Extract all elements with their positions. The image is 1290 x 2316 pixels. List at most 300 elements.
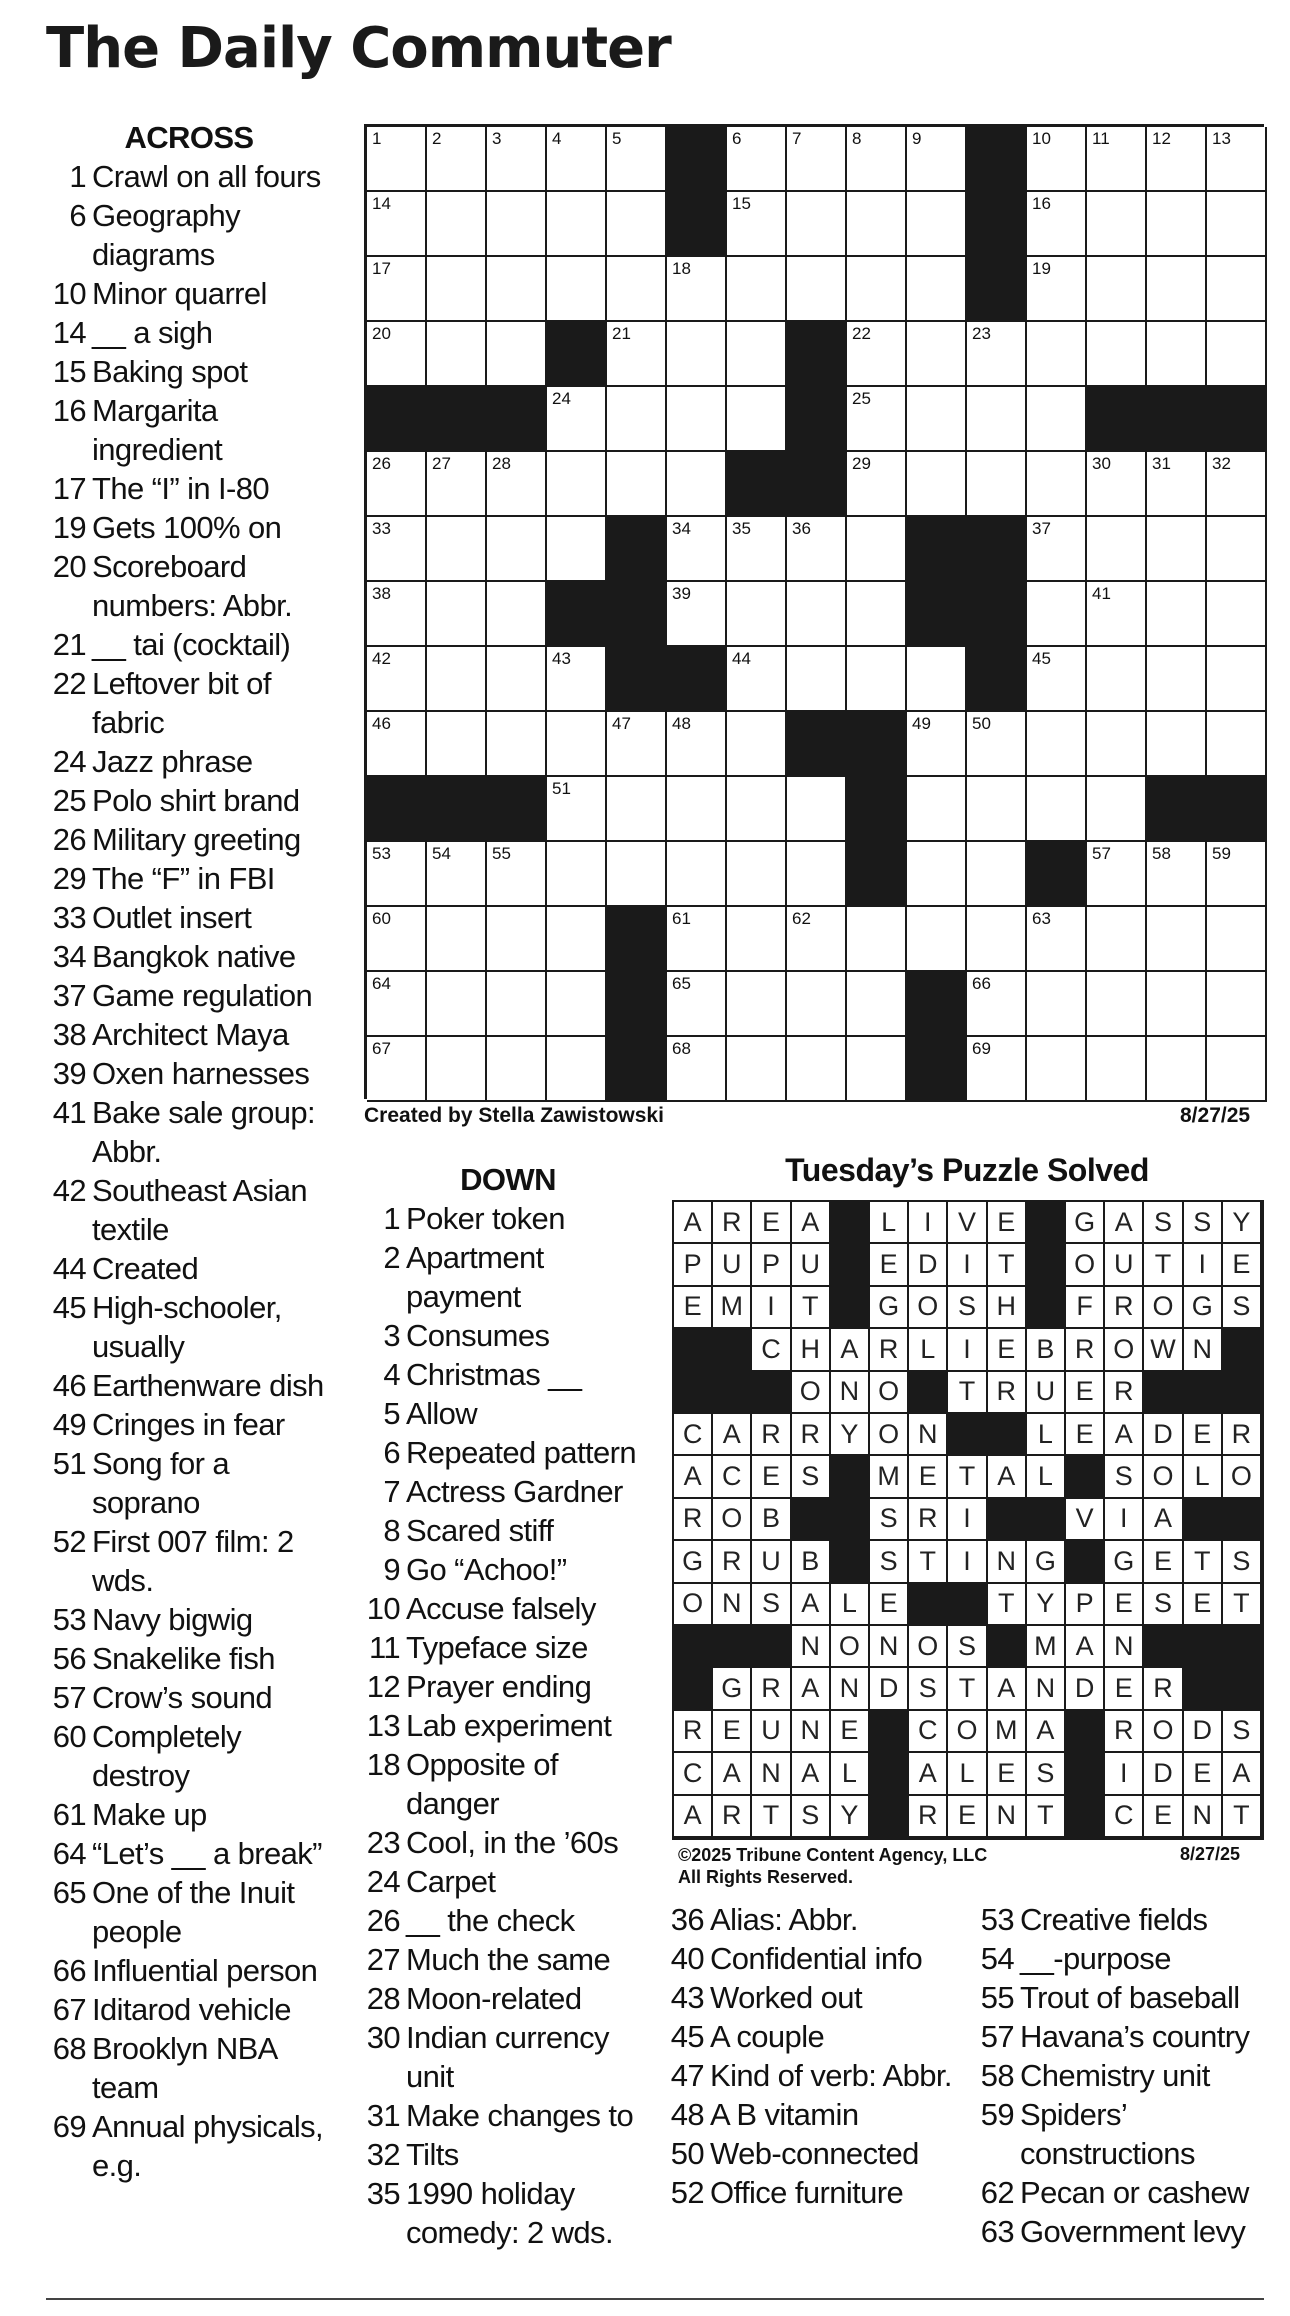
clue-text: Kind of verb: Abbr. — [710, 2058, 952, 2093]
grid-cell[interactable] — [1087, 257, 1147, 322]
grid-cell[interactable] — [967, 452, 1027, 517]
grid-cell[interactable] — [487, 712, 547, 777]
clue-text: Make changes to — [406, 2098, 634, 2133]
grid-cell[interactable] — [1027, 907, 1087, 972]
clue-item — [46, 1444, 332, 1522]
clue-item — [358, 1550, 658, 1589]
grid-cell[interactable] — [367, 257, 427, 322]
grid-cell[interactable] — [1027, 322, 1087, 387]
grid-cell[interactable] — [427, 1037, 487, 1102]
clue-text: A B vitamin — [710, 2097, 859, 2132]
grid-cell[interactable] — [547, 387, 607, 452]
solved-letter-cell: B — [752, 1499, 791, 1541]
clue-item — [46, 1522, 332, 1600]
grid-cell[interactable] — [607, 842, 667, 907]
grid-cell[interactable] — [787, 192, 847, 257]
grid-cell[interactable] — [847, 257, 907, 322]
grid-cell[interactable] — [487, 1037, 547, 1102]
cell-number: 3 — [492, 129, 502, 148]
grid-cell[interactable] — [487, 127, 547, 192]
grid-cell[interactable] — [367, 127, 427, 192]
grid-cell[interactable] — [787, 777, 847, 842]
grid-cell[interactable] — [367, 972, 427, 1037]
grid-cell[interactable] — [367, 322, 427, 387]
grid-cell[interactable] — [787, 972, 847, 1037]
grid-cell[interactable] — [967, 1037, 1027, 1102]
grid-cell[interactable] — [1147, 322, 1207, 387]
grid-cell[interactable] — [487, 907, 547, 972]
clue-number: 1 — [383, 1201, 400, 1236]
grid-cell[interactable] — [487, 582, 547, 647]
grid-cell[interactable] — [667, 582, 727, 647]
grid-cell[interactable] — [1147, 842, 1207, 907]
grid-cell[interactable] — [907, 322, 967, 387]
grid-cell[interactable] — [1087, 517, 1147, 582]
grid-cell[interactable] — [1207, 842, 1267, 907]
grid-cell[interactable] — [1027, 777, 1087, 842]
grid-cell[interactable] — [1207, 452, 1267, 517]
clue-item — [358, 1199, 658, 1238]
grid-cell[interactable] — [427, 192, 487, 257]
grid-cell[interactable] — [667, 712, 727, 777]
grid-cell[interactable] — [1207, 972, 1267, 1037]
grid-cell[interactable] — [427, 582, 487, 647]
grid-cell[interactable] — [727, 842, 787, 907]
grid-cell[interactable] — [427, 972, 487, 1037]
grid-cell[interactable] — [547, 517, 607, 582]
grid-cell[interactable] — [1027, 257, 1087, 322]
clue-text: Crow’s sound — [92, 1680, 273, 1715]
grid-cell[interactable] — [727, 712, 787, 777]
solved-black-square — [831, 1202, 870, 1244]
solved-black-square — [831, 1244, 870, 1286]
grid-cell[interactable] — [1207, 582, 1267, 647]
cell-number: 69 — [972, 1039, 991, 1058]
grid-cell[interactable] — [787, 842, 847, 907]
grid-cell[interactable] — [667, 842, 727, 907]
clue-number: 67 — [52, 1992, 86, 2027]
solved-letter-cell: S — [792, 1456, 831, 1498]
grid-cell[interactable] — [727, 387, 787, 452]
grid-cell[interactable] — [427, 842, 487, 907]
grid-cell[interactable] — [907, 777, 967, 842]
copyright-line-1: ©2025 Tribune Content Agency, LLC — [678, 1845, 988, 1865]
solved-letter-cell: O — [948, 1711, 987, 1753]
grid-cell[interactable] — [1027, 517, 1087, 582]
grid-cell[interactable] — [487, 647, 547, 712]
grid-cell[interactable] — [667, 907, 727, 972]
grid-cell[interactable] — [847, 387, 907, 452]
solved-letter-cell: I — [1184, 1244, 1223, 1286]
solved-letter-cell: B — [1027, 1329, 1066, 1371]
solved-letter-cell: R — [1066, 1329, 1105, 1371]
cell-number: 27 — [432, 454, 451, 473]
grid-cell[interactable] — [1207, 127, 1267, 192]
grid-cell[interactable] — [967, 972, 1027, 1037]
grid-cell[interactable] — [607, 452, 667, 517]
clue-item — [46, 937, 332, 976]
grid-cell[interactable] — [547, 647, 607, 712]
grid-cell[interactable] — [727, 517, 787, 582]
clue-item — [974, 2173, 1274, 2212]
grid-cell[interactable] — [847, 127, 907, 192]
grid-cell[interactable] — [427, 322, 487, 387]
grid-cell[interactable] — [367, 517, 427, 582]
grid-cell[interactable] — [427, 517, 487, 582]
grid-cell[interactable] — [667, 322, 727, 387]
grid-cell[interactable] — [967, 712, 1027, 777]
down-clue-list-c — [974, 1900, 1274, 2251]
solved-letter-cell: N — [909, 1414, 948, 1456]
clue-number: 54 — [980, 1941, 1014, 1976]
grid-cell[interactable] — [727, 192, 787, 257]
grid-cell[interactable] — [547, 712, 607, 777]
clue-number: 17 — [52, 471, 86, 506]
clue-text: One of the Inuit people — [92, 1875, 295, 1949]
grid-cell[interactable] — [1207, 517, 1267, 582]
clue-text: Creative fields — [1020, 1902, 1208, 1937]
grid-cell[interactable] — [1087, 452, 1147, 517]
grid-cell[interactable] — [667, 972, 727, 1037]
solved-letter-cell: N — [870, 1626, 909, 1668]
grid-cell[interactable] — [787, 582, 847, 647]
grid-cell[interactable] — [1147, 907, 1207, 972]
grid-black-square — [727, 452, 787, 517]
grid-cell[interactable] — [727, 972, 787, 1037]
solved-letter-cell: O — [1066, 1244, 1105, 1286]
grid-black-square — [367, 387, 427, 452]
grid-cell[interactable] — [487, 192, 547, 257]
solved-letter-cell: C — [674, 1753, 713, 1795]
clue-item — [46, 1288, 332, 1366]
clue-text: Much the same — [406, 1942, 611, 1977]
grid-cell[interactable] — [847, 582, 907, 647]
grid-cell[interactable] — [727, 1037, 787, 1102]
grid-cell[interactable] — [907, 647, 967, 712]
clue-item — [358, 1511, 658, 1550]
clue-number: 41 — [52, 1095, 86, 1130]
grid-cell[interactable] — [1207, 257, 1267, 322]
clue-number: 12 — [366, 1669, 400, 1704]
grid-cell[interactable] — [487, 257, 547, 322]
cell-number: 51 — [552, 779, 571, 798]
grid-cell[interactable] — [1087, 127, 1147, 192]
grid-cell[interactable] — [1207, 192, 1267, 257]
solved-letter-cell: L — [1027, 1456, 1066, 1498]
grid-black-square — [967, 647, 1027, 712]
solved-letter-cell: G — [713, 1668, 752, 1710]
solved-letter-cell: L — [1027, 1414, 1066, 1456]
solved-black-square — [1066, 1753, 1105, 1795]
solved-black-square — [831, 1499, 870, 1541]
cell-number: 47 — [612, 714, 631, 733]
grid-cell[interactable] — [667, 452, 727, 517]
grid-cell[interactable] — [1027, 647, 1087, 712]
grid-cell[interactable] — [1027, 127, 1087, 192]
grid-cell[interactable] — [1207, 322, 1267, 387]
grid-cell[interactable] — [427, 452, 487, 517]
grid-black-square — [487, 777, 547, 842]
cell-number: 1 — [372, 129, 382, 148]
clue-number: 10 — [52, 276, 86, 311]
clue-number: 69 — [52, 2109, 86, 2144]
grid-cell[interactable] — [547, 842, 607, 907]
grid-cell[interactable] — [847, 1037, 907, 1102]
grid-cell[interactable] — [1027, 192, 1087, 257]
solved-black-square — [713, 1329, 752, 1371]
cell-number: 2 — [432, 129, 442, 148]
cell-number: 54 — [432, 844, 451, 863]
grid-cell[interactable] — [967, 842, 1027, 907]
grid-cell[interactable] — [787, 127, 847, 192]
grid-cell[interactable] — [1207, 712, 1267, 777]
grid-cell[interactable] — [1147, 582, 1207, 647]
crossword-grid — [364, 124, 1264, 1099]
clue-number: 5 — [383, 1396, 400, 1431]
grid-cell[interactable] — [367, 452, 427, 517]
grid-cell[interactable] — [787, 907, 847, 972]
clue-text: Poker token — [406, 1201, 565, 1236]
solved-letter-cell: U — [713, 1244, 752, 1286]
solved-letter-cell: U — [752, 1711, 791, 1753]
solved-letter-cell: S — [1223, 1541, 1262, 1583]
clue-item — [358, 1628, 658, 1667]
grid-cell[interactable] — [1087, 582, 1147, 647]
grid-cell[interactable] — [1147, 972, 1207, 1037]
grid-cell[interactable] — [367, 582, 427, 647]
grid-cell[interactable] — [1147, 517, 1207, 582]
grid-cell[interactable] — [1147, 192, 1207, 257]
solved-letter-cell: N — [752, 1753, 791, 1795]
grid-cell[interactable] — [667, 517, 727, 582]
clue-text: __ the check — [406, 1903, 575, 1938]
clue-number: 1 — [69, 159, 86, 194]
clue-item — [358, 1355, 658, 1394]
grid-cell[interactable] — [547, 777, 607, 842]
grid-black-square — [547, 582, 607, 647]
solved-letter-cell: A — [1027, 1711, 1066, 1753]
grid-cell[interactable] — [607, 127, 667, 192]
grid-cell[interactable] — [487, 972, 547, 1037]
grid-cell[interactable] — [667, 257, 727, 322]
grid-cell[interactable] — [1027, 582, 1087, 647]
grid-cell[interactable] — [1207, 1037, 1267, 1102]
grid-cell[interactable] — [967, 907, 1027, 972]
grid-cell[interactable] — [967, 387, 1027, 452]
grid-cell[interactable] — [1147, 452, 1207, 517]
grid-cell[interactable] — [907, 712, 967, 777]
solved-letter-cell: C — [1105, 1796, 1144, 1838]
grid-cell[interactable] — [547, 907, 607, 972]
grid-cell[interactable] — [727, 127, 787, 192]
grid-cell[interactable] — [1147, 1037, 1207, 1102]
grid-cell[interactable] — [427, 907, 487, 972]
cell-number: 34 — [672, 519, 691, 538]
cell-number: 60 — [372, 909, 391, 928]
grid-cell[interactable] — [727, 257, 787, 322]
grid-cell[interactable] — [847, 192, 907, 257]
solved-letter-cell: A — [792, 1753, 831, 1795]
solved-letter-cell: T — [948, 1668, 987, 1710]
clue-item — [46, 742, 332, 781]
grid-cell[interactable] — [667, 387, 727, 452]
grid-cell[interactable] — [1087, 842, 1147, 907]
grid-cell[interactable] — [547, 192, 607, 257]
solved-letter-cell: D — [1144, 1414, 1183, 1456]
grid-cell[interactable] — [607, 192, 667, 257]
grid-cell[interactable] — [907, 452, 967, 517]
grid-cell[interactable] — [847, 647, 907, 712]
grid-cell[interactable] — [727, 907, 787, 972]
grid-cell[interactable] — [667, 1037, 727, 1102]
grid-cell[interactable] — [487, 452, 547, 517]
solved-letter-cell: O — [1223, 1456, 1262, 1498]
grid-cell[interactable] — [1087, 972, 1147, 1037]
solved-letter-cell: R — [909, 1796, 948, 1838]
clue-text: Government levy — [1020, 2214, 1246, 2249]
grid-cell[interactable] — [607, 257, 667, 322]
solved-letter-cell: L — [1184, 1456, 1223, 1498]
grid-cell[interactable] — [727, 647, 787, 712]
clue-text: Web-connected — [710, 2136, 919, 2171]
grid-cell[interactable] — [607, 387, 667, 452]
grid-cell[interactable] — [847, 517, 907, 582]
grid-cell[interactable] — [1147, 257, 1207, 322]
clue-item — [974, 2017, 1274, 2056]
grid-cell[interactable] — [787, 647, 847, 712]
clue-item — [46, 1834, 332, 1873]
grid-cell[interactable] — [607, 712, 667, 777]
grid-cell[interactable] — [547, 127, 607, 192]
solved-letter-cell: H — [988, 1287, 1027, 1329]
grid-cell[interactable] — [847, 907, 907, 972]
grid-cell[interactable] — [487, 842, 547, 907]
grid-cell[interactable] — [787, 517, 847, 582]
grid-cell[interactable] — [727, 777, 787, 842]
grid-cell[interactable] — [367, 192, 427, 257]
grid-cell[interactable] — [1087, 647, 1147, 712]
solved-letter-cell: A — [988, 1668, 1027, 1710]
grid-cell[interactable] — [907, 842, 967, 907]
grid-black-square — [607, 647, 667, 712]
grid-cell[interactable] — [427, 712, 487, 777]
grid-cell[interactable] — [1027, 972, 1087, 1037]
grid-cell[interactable] — [1207, 647, 1267, 712]
grid-cell[interactable] — [547, 257, 607, 322]
grid-cell[interactable] — [427, 257, 487, 322]
grid-cell[interactable] — [967, 322, 1027, 387]
clue-number: 45 — [670, 2019, 704, 2054]
grid-cell[interactable] — [547, 972, 607, 1037]
grid-cell[interactable] — [367, 842, 427, 907]
clue-text: Military greeting — [92, 822, 301, 857]
grid-cell[interactable] — [547, 1037, 607, 1102]
grid-black-square — [1147, 387, 1207, 452]
clue-item — [46, 898, 332, 937]
grid-cell[interactable] — [1147, 712, 1207, 777]
grid-cell[interactable] — [487, 517, 547, 582]
grid-cell[interactable] — [427, 127, 487, 192]
grid-cell[interactable] — [547, 452, 607, 517]
solved-letter-cell: N — [1105, 1626, 1144, 1668]
solved-letter-cell: P — [752, 1244, 791, 1286]
grid-cell[interactable] — [1087, 322, 1147, 387]
solved-letter-cell: A — [713, 1414, 752, 1456]
grid-cell[interactable] — [907, 192, 967, 257]
grid-cell[interactable] — [367, 712, 427, 777]
cell-number: 7 — [792, 129, 802, 148]
grid-cell[interactable] — [847, 972, 907, 1037]
grid-cell[interactable] — [607, 777, 667, 842]
grid-cell[interactable] — [1027, 1037, 1087, 1102]
clue-number: 13 — [366, 1708, 400, 1743]
grid-cell[interactable] — [1027, 387, 1087, 452]
down-clue-list-b — [664, 1900, 964, 2212]
grid-cell[interactable] — [667, 777, 727, 842]
cell-number: 48 — [672, 714, 691, 733]
grid-cell[interactable] — [1147, 647, 1207, 712]
grid-cell[interactable] — [907, 127, 967, 192]
grid-black-square — [967, 517, 1027, 582]
clue-text: Actress Gardner — [406, 1474, 623, 1509]
solved-letter-cell: A — [909, 1753, 948, 1795]
solved-puzzle-title: Tuesday’s Puzzle Solved — [785, 1152, 1149, 1188]
solved-letter-cell: A — [674, 1796, 713, 1838]
clue-text: Typeface size — [406, 1630, 588, 1665]
grid-cell[interactable] — [487, 322, 547, 387]
puzzle-credit: Created by Stella Zawistowski — [364, 1104, 664, 1127]
clue-text: __-purpose — [1020, 1941, 1171, 1976]
solved-letter-cell: O — [831, 1626, 870, 1668]
solved-letter-cell: A — [1105, 1414, 1144, 1456]
grid-cell[interactable] — [1207, 907, 1267, 972]
solved-letter-cell: E — [1144, 1541, 1183, 1583]
grid-cell[interactable] — [727, 322, 787, 387]
grid-cell[interactable] — [1087, 192, 1147, 257]
clue-text: Accuse falsely — [406, 1591, 596, 1626]
grid-cell[interactable] — [907, 907, 967, 972]
grid-cell[interactable] — [787, 257, 847, 322]
clue-number: 6 — [69, 198, 86, 233]
grid-cell[interactable] — [607, 322, 667, 387]
grid-cell[interactable] — [1087, 907, 1147, 972]
cell-number: 33 — [372, 519, 391, 538]
grid-cell[interactable] — [427, 647, 487, 712]
grid-cell[interactable] — [787, 1037, 847, 1102]
grid-cell[interactable] — [727, 582, 787, 647]
grid-cell[interactable] — [967, 777, 1027, 842]
grid-cell[interactable] — [367, 647, 427, 712]
grid-cell[interactable] — [367, 1037, 427, 1102]
grid-cell[interactable] — [847, 452, 907, 517]
clue-item — [664, 1900, 964, 1939]
solved-letter-cell: T — [1027, 1796, 1066, 1838]
grid-cell[interactable] — [1087, 1037, 1147, 1102]
grid-cell[interactable] — [907, 257, 967, 322]
grid-cell[interactable] — [1087, 712, 1147, 777]
grid-cell[interactable] — [847, 322, 907, 387]
grid-cell[interactable] — [367, 907, 427, 972]
grid-cell[interactable] — [1027, 452, 1087, 517]
grid-cell[interactable] — [1027, 712, 1087, 777]
grid-cell[interactable] — [1147, 127, 1207, 192]
grid-cell[interactable] — [1087, 777, 1147, 842]
cell-number: 68 — [672, 1039, 691, 1058]
clue-number: 58 — [980, 2058, 1014, 2093]
grid-cell[interactable] — [907, 387, 967, 452]
cell-number: 12 — [1152, 129, 1171, 148]
solved-black-square — [674, 1329, 713, 1371]
